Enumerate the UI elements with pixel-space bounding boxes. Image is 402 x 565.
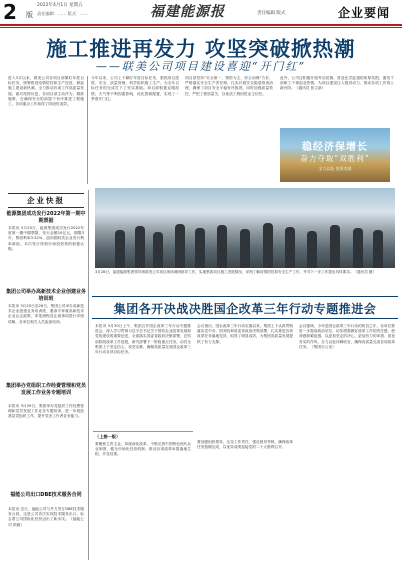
story2-column-2: 会议指出，国企改革三年行动实施以来，集团上下认真贯彻落实党中央、国务院和省委省政府决策部署，扎实推进各项改革任务落地见效，取得了明显成效，为集团高质量发展提供了有力支撑。 [197,324,293,344]
story2-column-2b: 要加强组织领导，压实工作责任，强化督导考核，确保改革任务按期完成，以优异成绩迎接党的二十大胜利召开。 [197,440,293,450]
story2-headline: 集团各开决战决胜国企改革三年行动专题推进会 [113,302,377,316]
banner-subtitle: 奋力夺取“双胜利” [300,154,370,163]
section-divider [93,431,193,432]
column-divider [87,76,88,184]
news-photo [95,188,395,268]
sidebar-item-body: 本报讯 3月29日，集团举办党组织工作经费管理和党员发展工作业务专题培训，进一步规范基层党组织工作，提升党务工作者业务能力。 [8,404,84,419]
story-divider [92,296,398,297]
sidebar-title: 企业快报 [8,193,84,208]
sidebar-item-body: 本报讯 3月25日至26日，集团公司举办高新技术企业创建业务培训班，邀请专家就高新技术企业认定政策、申报流程及注意事项进行详细讲解，各单位相关人员参加培训。 [8,304,84,324]
slogan-banner-image [280,128,390,182]
main-story-column-3: 项目部坚持“安全第一、预防为主、综合治理”方针，严格落实安全生产责任制，扎实开展安全隐患排查治理，确保了项目安全平稳有序推进。同时加强质量管控，严把工程质量关，以优质工程回报业主信任。 [185,76,273,96]
sidebar-item-body: 本报讯 3月25日，能源集团成功发行2022年度第一期中期票据，发行金额10亿元，期限3年，票面利率3.52%，创同期同类企业发行利率新低。本次发行得到市场投资者的积极认购。 [8,226,84,251]
sidebar-item-headline: 福能公司出口DBE技术服务合同 [10,492,82,498]
photo-caption: 3月28日，福建能源集团领导到联美公司项目现场调研指导工作，实地察看项目施工进展情况，详细了解疫情防控和安全生产工作，并对下一步工作提出具体要求。（通讯员 摄） [95,270,377,274]
edition-info: 责任编辑：…… 版式：…… [37,11,89,16]
story2-column-1b: 要聚焦主责主业，持续深化改革，不断完善中国特色现代企业制度，健全市场化经营机制，推动各项改革举措落地生根、开花结果。 [95,442,191,457]
newspaper-masthead: 福建能源报 [150,4,225,20]
sidebar-item-headline: 集团举办党组织工作经费管理和党员发展工作业务专题培训 [6,383,87,396]
editor-line: 责任编辑 版式 [257,11,286,16]
main-story-column-4: 此外，公司还积极开展劳动竞赛，营造比学赶超的浓厚氛围，激发干部职工干事创业热情，为项目建设注入强劲动力，推动各项工作再上新台阶。（通讯员 张立新） [280,76,394,91]
main-story-column-2: 今年以来，公司上下紧盯年度目标任务，狠抓项目进度、安全、质量管理，科学组织施工生产，为全年目标任务的完成打下了坚实基础。项目部积极克服疫情、天气等不利因素影响，优化资源配置，实现了一季度开门红。 [91,76,179,101]
sidebar-item-body: 本报讯 近日，福能公司与外方签订DBE技术服务合同，这是公司首次实现技术服务出口，标志着公司国际化经营迈出了新步伐。（福能公司 供稿） [8,507,84,527]
banner-title: 稳经济保增长 [302,142,368,153]
sidebar-item-headline: 集团公司举办高新技术企业创建业务培训班 [6,289,87,302]
continued-marker: （上接一版） [95,434,121,439]
header-divider-thin [0,27,402,28]
story2-column-1: 本报讯 3月30日上午，集团召开国企改革三年行动专题推进会，深入学习贯彻习近平总书记关于国有企业改革发展和党的建设的重要论述，全面落实省委省政府决策部署，总结前阶段改革工作进展，研究部署下一阶段重点任务，动员全集团上下坚定信心、攻坚克难，确保高质量完成国企改革三年行动各项目标任务。 [95,324,191,355]
issue-date: 2022年4月1日 星期五 [37,3,83,8]
page-unit: 版 [26,11,33,19]
sidebar-divider [88,190,89,560]
header-divider [0,24,402,26]
story2-column-3: 会议强调，今年是国企改革三年行动的收官之年，各单位要进一步提高政治站位，切实增强做好改革工作的责任感、使命感和紧迫感，以更加坚定的决心、更加有力的举措、更加务实的作风，全力以赴冲刺收官，确保高质量完成各项改革任务。（集团办公室） [299,324,395,349]
page-number: 2 [3,0,17,24]
main-story-column-1: 进入3月以来，联美公司各项目部紧盯年度目标任务，统筹推进疫情防控和生产经营，掀起施工建设新热潮，全力推动各项工作高质量发展。面对疫情反复，各项目部主动作为、精准施策，在确保安全的前提下有序推进工程施工，各项重点工作取得了阶段性成效。 [8,76,84,107]
sidebar-item-headline: 能源集团成功发行2022年第一期中期票据 [6,211,86,224]
section-name: 企业要闻 [338,6,391,20]
page-header [0,0,402,26]
main-headline: 施工推进再发力 攻坚突破掀热潮 [46,37,356,61]
main-subheadline: ——联美公司项目建设喜迎“开门红” [95,60,307,73]
banner-slogan: 全力以赴 攻坚克难 [318,166,352,171]
story-divider [92,318,398,319]
